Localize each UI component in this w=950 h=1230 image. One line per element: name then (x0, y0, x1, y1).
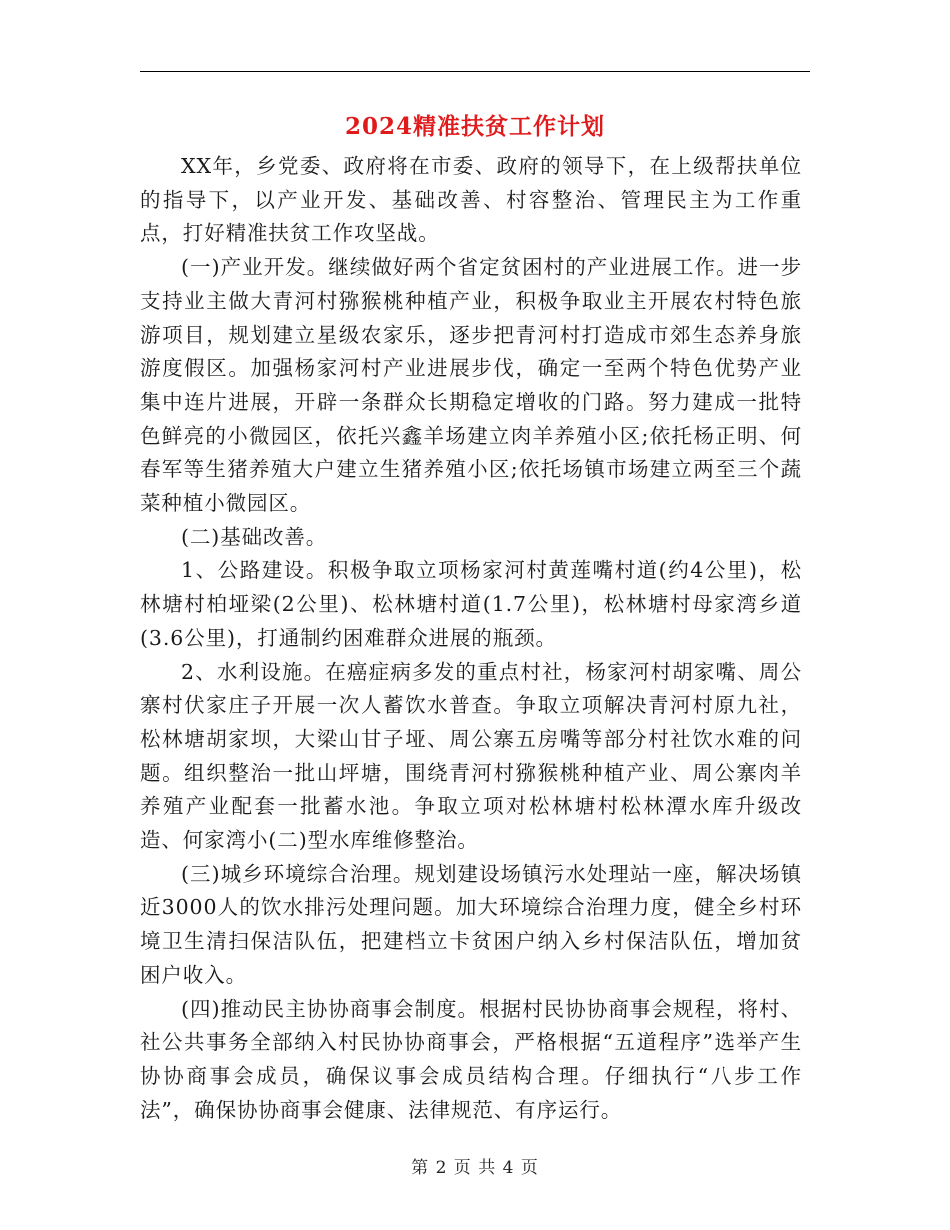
paragraph-intro: XX年，乡党委、政府将在市委、政府的领导下，在上级帮扶单位的指导下，以产业开发、基础改善、村容整治、管理民主为工作重点，打好精准扶贫工作攻坚战。 (140, 154, 802, 246)
header-rule (140, 71, 810, 72)
paragraph-democratic-council: (四)推动民主协协商事会制度。根据村民协协商事会规程，将村、社公共事务全部纳入村民协协商事会，严格根据“五道程序”选举产生协协商事会成员，确保议事会成员结构合理。仔细执行“八步工作法”，确保协协商事会健康、法律规范、有序运行。 (140, 996, 802, 1122)
page-number-footer: 第 2 页 共 4 页 (411, 1158, 539, 1178)
document-title: 2024精准扶贫工作计划 (344, 113, 605, 140)
paragraph-water-facilities: 2、水利设施。在癌症病多发的重点村社，杨家河村胡家嘴、周公寨村伏家庄子开展一次人蓄饮水普查。争取立项解决青河村原九社，松林塘胡家坝，大梁山甘子垭、周公寨五房嘴等部分村社饮水难的问题。组织整治一批山坪塘，围绕青河村猕猴桃种植产业、周公寨肉羊养殖产业配套一批蓄水池。争取立项对松林塘村松林潭水库升级改造、何家湾小(二)型水库维修整治。 (140, 659, 802, 853)
paragraph-environment-governance: (三)城乡环境综合治理。规划建设场镇污水处理站一座，解决场镇近3000人的饮水排污处理问题。加大环境综合治理力度，健全乡村环境卫生清扫保洁队伍，把建档立卡贫困户纳入乡村保洁队伍，增加贫困户收入。 (140, 861, 802, 987)
paragraph-infrastructure-heading: (二)基础改善。 (181, 524, 328, 549)
paragraph-industry-development: (一)产业开发。继续做好两个省定贫困村的产业进展工作。进一步支持业主做大青河村猕猴桃种植产业，积极争取业主开展农村特色旅游项目，规划建立星级农家乐，逐步把青河村打造成市郊生态养身旅游度假区。加强杨家河村产业进展步伐，确定一至两个特色优势产业集中连片进展，开辟一条群众长期稳定增收的门路。努力建成一批特色鲜亮的小微园区，依托兴鑫羊场建立肉羊养殖小区;依托杨正明、何春军等生猪养殖大户建立生猪养殖小区;依托场镇市场建立两至三个蔬菜种植小微园区。 (140, 255, 802, 516)
paragraph-road-construction: 1、公路建设。积极争取立项杨家河村黄莲嘴村道(约4公里)，松林塘村柏垭梁(2公里)、松林塘村道(1.7公里)，松林塘村母家湾乡道(3.6公里)，打通制约困难群众进展的瓶颈。 (140, 558, 802, 650)
document-body (140, 150, 802, 1127)
